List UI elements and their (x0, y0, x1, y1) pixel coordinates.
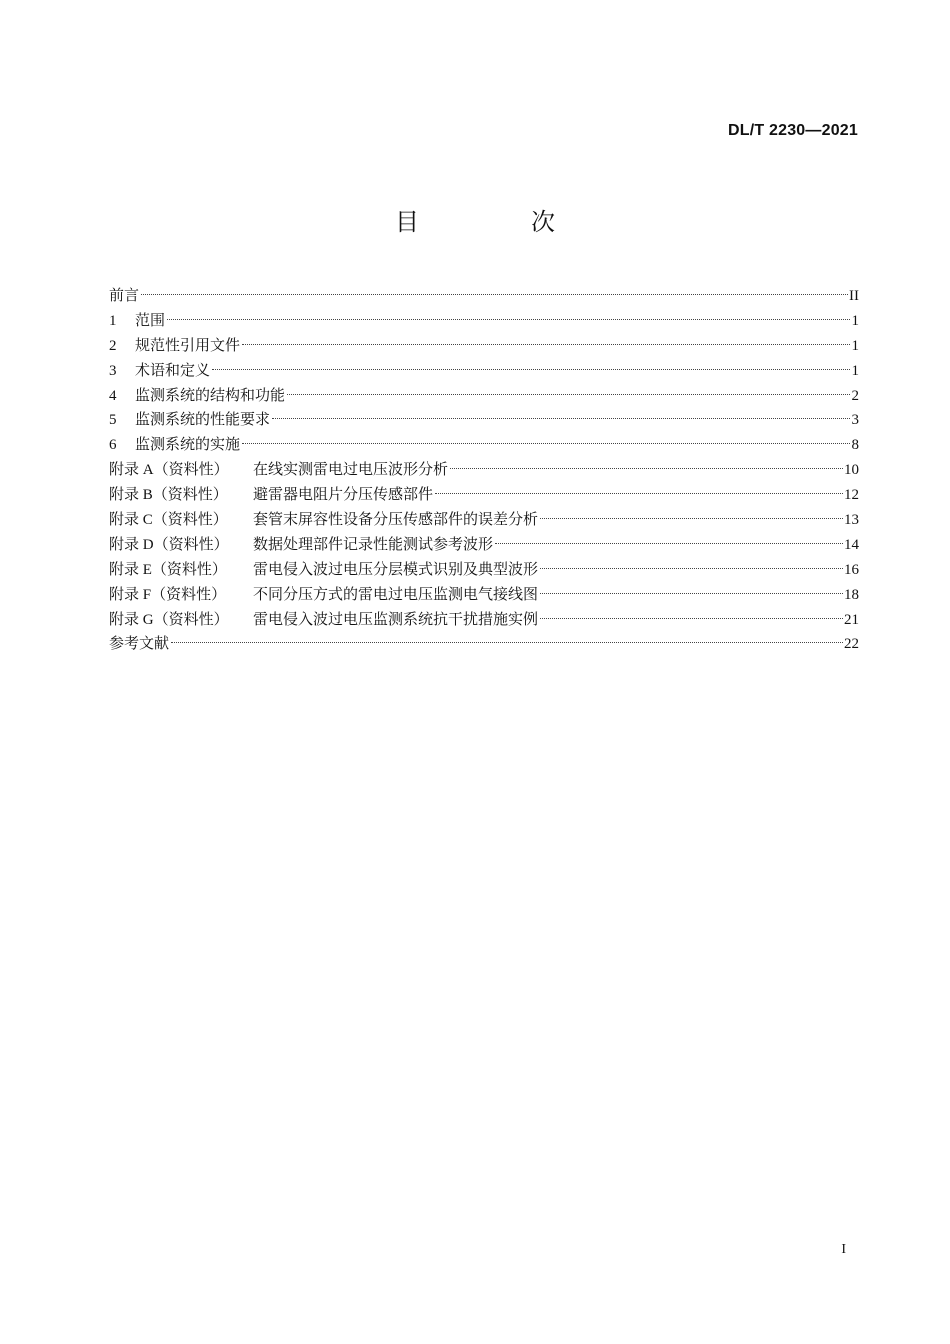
toc-entry[interactable] (109, 333, 859, 358)
dot-leader (540, 593, 843, 594)
toc-entry[interactable] (109, 582, 859, 607)
toc-entry-label (109, 308, 165, 334)
toc-entry[interactable] (109, 432, 859, 457)
toc-entry-page: 14 (844, 536, 859, 553)
toc-entry[interactable] (109, 631, 859, 656)
toc-entry-title: 不同分压方式的雷电过电压监测电气接线图 (253, 584, 539, 603)
toc-entry[interactable] (109, 283, 859, 308)
toc-entry-label (109, 582, 538, 608)
toc-entry-page: 3 (851, 412, 859, 429)
toc-entry-title: 雷电侵入波过电压监测系统抗干扰措施实例 (253, 609, 539, 628)
dot-leader (171, 642, 843, 643)
toc-entry-title: 避雷器电阻片分压传感部件 (253, 485, 434, 504)
toc-entry-title: 数据处理部件记录性能测试参考波形 (253, 534, 494, 553)
toc-entry-number: 附录 A（资料性） (109, 462, 229, 479)
toc-entry-number: 3 (109, 362, 117, 379)
toc-entry-title: 规范性引用文件 (135, 335, 241, 354)
dot-leader (435, 493, 843, 494)
toc-entry[interactable] (109, 482, 859, 507)
toc-entry-number: 2 (109, 337, 117, 354)
toc-entry-label (109, 557, 538, 583)
toc-entry[interactable] (109, 557, 859, 582)
toc-entry-title: 参考文献 (109, 634, 170, 653)
toc-entry[interactable] (109, 457, 859, 482)
dot-leader (450, 468, 843, 469)
toc-entry-number: 5 (109, 412, 117, 429)
toc-entry-title: 监测系统的性能要求 (135, 410, 271, 429)
table-of-contents (109, 283, 859, 656)
toc-entry-number: 附录 F（资料性） (109, 586, 227, 603)
toc-entry-page: 16 (844, 561, 859, 578)
toc-entry-title: 在线实测雷电过电压波形分析 (253, 460, 449, 479)
toc-entry-label (109, 283, 139, 308)
toc-entry-label (109, 407, 270, 433)
toc-entry-number: 4 (109, 387, 117, 404)
toc-entry-page: 18 (844, 586, 859, 603)
toc-entry-page: 1 (851, 362, 859, 379)
toc-entry-number: 1 (109, 312, 117, 329)
toc-entry-title: 雷电侵入波过电压分层模式识别及典型波形 (253, 559, 539, 578)
toc-entry-page: 22 (844, 636, 859, 653)
dot-leader (242, 443, 850, 444)
toc-entry-label (109, 607, 538, 633)
toc-entry-title: 套管末屏容性设备分压传感部件的误差分析 (253, 510, 539, 529)
toc-entry-number: 附录 G（资料性） (109, 611, 229, 628)
toc-entry-title: 监测系统的结构和功能 (135, 385, 286, 404)
dot-leader (272, 418, 850, 419)
toc-entry-number: 附录 E（资料性） (109, 561, 227, 578)
toc-entry-page: 1 (851, 312, 859, 329)
toc-entry-label (109, 532, 493, 558)
toc-entry[interactable] (109, 532, 859, 557)
page-title: 目 次 (395, 208, 599, 236)
toc-entry-page: 1 (851, 337, 859, 354)
dot-leader (212, 369, 850, 370)
toc-entry-label (109, 432, 240, 458)
toc-entry-number: 附录 B（资料性） (109, 487, 228, 504)
toc-entry[interactable] (109, 383, 859, 408)
toc-entry-label (109, 358, 210, 384)
toc-entry-page: 10 (844, 462, 859, 479)
dot-leader (242, 344, 850, 345)
toc-entry-label (109, 457, 448, 483)
toc-entry-label (109, 383, 285, 409)
toc-entry-label (109, 631, 169, 656)
toc-entry-title: 术语和定义 (135, 360, 211, 379)
toc-entry-page: 21 (844, 611, 859, 628)
toc-entry-page: 8 (851, 437, 859, 454)
dot-leader (540, 618, 843, 619)
dot-leader (540, 518, 843, 519)
toc-entry-page: 13 (844, 512, 859, 529)
toc-entry-label (109, 333, 240, 359)
toc-entry[interactable] (109, 407, 859, 432)
dot-leader (141, 294, 848, 295)
toc-entry-number: 6 (109, 437, 117, 454)
dot-leader (540, 568, 843, 569)
toc-entry-label (109, 507, 538, 533)
toc-entry-page: 2 (851, 387, 859, 404)
toc-entry-title: 前言 (109, 286, 140, 304)
dot-leader (167, 319, 850, 320)
toc-entry-page: 12 (844, 487, 859, 504)
standard-code: DL/T 2230—2021 (728, 122, 858, 139)
toc-entry[interactable] (109, 308, 859, 333)
toc-entry-page: II (849, 288, 859, 304)
page-number: I (841, 1242, 846, 1257)
dot-leader (495, 543, 843, 544)
dot-leader (287, 394, 850, 395)
toc-entry-number: 附录 C（资料性） (109, 512, 228, 529)
toc-entry-title: 范围 (135, 310, 166, 329)
toc-entry-label (109, 482, 433, 508)
toc-entry-title: 监测系统的实施 (135, 435, 241, 454)
toc-entry[interactable] (109, 358, 859, 383)
toc-entry-number: 附录 D（资料性） (109, 536, 229, 553)
toc-entry[interactable] (109, 507, 859, 532)
toc-entry[interactable] (109, 607, 859, 632)
